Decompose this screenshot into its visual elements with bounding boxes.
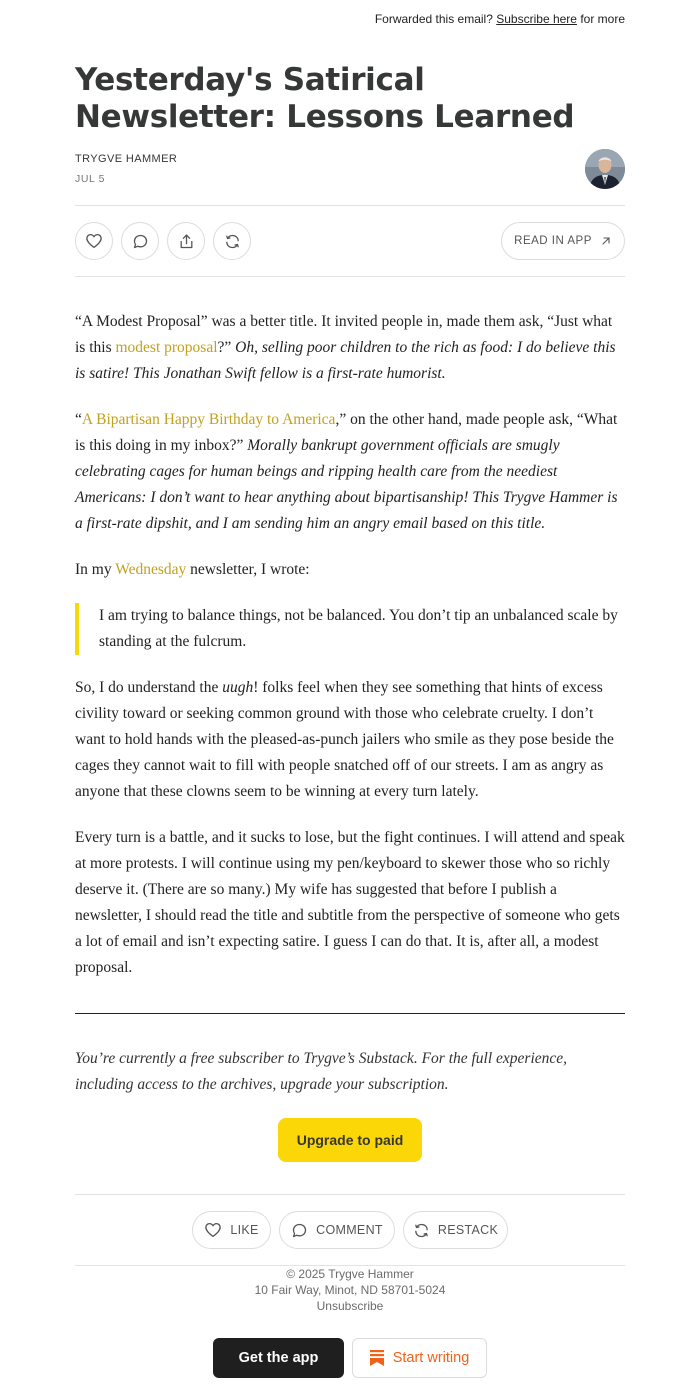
paragraph-2: “A Bipartisan Happy Birthday to America,” on the other hand, made people ask, “What is this doing in my inbox?” Morally bankrupt government officials are smugly celebrating cages for human beings and ripping health care from the neediest Americans: I don’t want to hear anything about bipartisanship! This Trygve Hammer is a first-rate dipshit, and I am sending him an angry email based on this title. xyxy=(75,411,618,532)
wednesday-link[interactable]: Wednesday xyxy=(115,561,187,578)
subscription-note: You’re currently a free subscriber to Trygve’s Substack. For the full experience, including access to the archives, upgrade your subscription. xyxy=(75,1050,568,1093)
footer-restack-label: RESTACK xyxy=(437,1223,499,1237)
divider-footer-top xyxy=(75,1194,625,1195)
post-title: Yesterday's Satirical Newsletter: Lessons Learned xyxy=(75,62,575,135)
address: 10 Fair Way, Minot, ND 58701-5024 xyxy=(254,1283,446,1297)
footer-comment-label: COMMENT xyxy=(316,1223,383,1237)
unsubscribe-link[interactable]: Unsubscribe xyxy=(316,1299,384,1313)
restack-button[interactable] xyxy=(213,222,251,260)
divider-footer-bottom xyxy=(75,1265,625,1266)
read-in-app-button[interactable] xyxy=(501,222,625,260)
footer-like-label: LIKE xyxy=(230,1223,259,1237)
copyright: © 2025 Trygve Hammer xyxy=(286,1267,414,1281)
avatar[interactable] xyxy=(585,149,625,189)
paragraph-3: In my Wednesday newsletter, I wrote: xyxy=(75,561,310,578)
footer-restack-button[interactable] xyxy=(403,1211,508,1249)
subscribe-link[interactable]: Subscribe here xyxy=(496,12,577,26)
bipartisan-birthday-link[interactable]: A Bipartisan Happy Birthday to America xyxy=(81,411,336,428)
comment-icon xyxy=(132,233,149,250)
heart-icon xyxy=(85,232,103,250)
footer-comment-button[interactable] xyxy=(279,1211,395,1249)
read-in-app-label: READ IN APP xyxy=(514,235,592,247)
share-icon xyxy=(178,233,195,250)
comment-icon xyxy=(291,1222,308,1239)
author-name[interactable]: TRYGVE HAMMER xyxy=(75,153,178,165)
modest-proposal-link[interactable]: modest proposal xyxy=(115,339,218,356)
divider-actions xyxy=(75,276,625,277)
post-date: JUL 5 xyxy=(75,173,106,185)
footer-like-button[interactable] xyxy=(192,1211,271,1249)
like-button[interactable] xyxy=(75,222,113,260)
paragraph-5: Every turn is a battle, and it sucks to lose, but the fight continues. I will attend and speak at more protests. I will continue using my pen/keyboard to skewer those who so richly deserve it. (There are so many.) My wife has suggested that before I publish a newsletter, I should read the title and subtitle from the perspective of someone who gets a lot of email and isn’t expecting satire. I guess I can do that. It is, after all, a modest proposal. xyxy=(75,829,625,976)
forwarded-prefix: Forwarded this email? xyxy=(374,12,493,26)
restack-icon xyxy=(413,1222,430,1239)
share-button[interactable] xyxy=(167,222,205,260)
start-writing-label: Start writing xyxy=(392,1350,470,1366)
start-writing-button[interactable] xyxy=(352,1338,487,1378)
blockquote: I am trying to balance things, not be balanced. You don’t tip an unbalanced scale by standing at the fulcrum. xyxy=(75,603,625,655)
forwarded-banner xyxy=(375,12,625,26)
upgrade-to-paid-button[interactable]: Upgrade to paid xyxy=(278,1118,422,1162)
forwarded-suffix: for more xyxy=(580,12,625,26)
comment-button[interactable] xyxy=(121,222,159,260)
divider-top xyxy=(75,205,625,206)
heart-icon xyxy=(204,1221,222,1239)
divider-article-end xyxy=(75,1013,625,1014)
paragraph-4: So, I do understand the uugh! folks feel when they see something that hints of excess civility toward or seeking common ground with those who celebrate cruelty. I don’t want to hold hands with the pleased-as-punch jailers who smile as they pose beside the cages they cannot wait to fill with people snatched off of our streets. I am as angry as anyone that these clowns seem to be winning at every turn lately. xyxy=(75,679,614,800)
restack-icon xyxy=(224,233,241,250)
get-the-app-button[interactable]: Get the app xyxy=(213,1338,344,1378)
paragraph-1: “A Modest Proposal” was a better title. It invited people in, made them ask, “Just what is this modest proposal?” Oh, selling poor children to the rich as food: I do believe this is satire! This Jonathan Swift fellow is a first-rate humorist. xyxy=(75,313,616,382)
arrow-up-right-icon xyxy=(600,235,612,247)
substack-logo-icon xyxy=(370,1350,384,1366)
